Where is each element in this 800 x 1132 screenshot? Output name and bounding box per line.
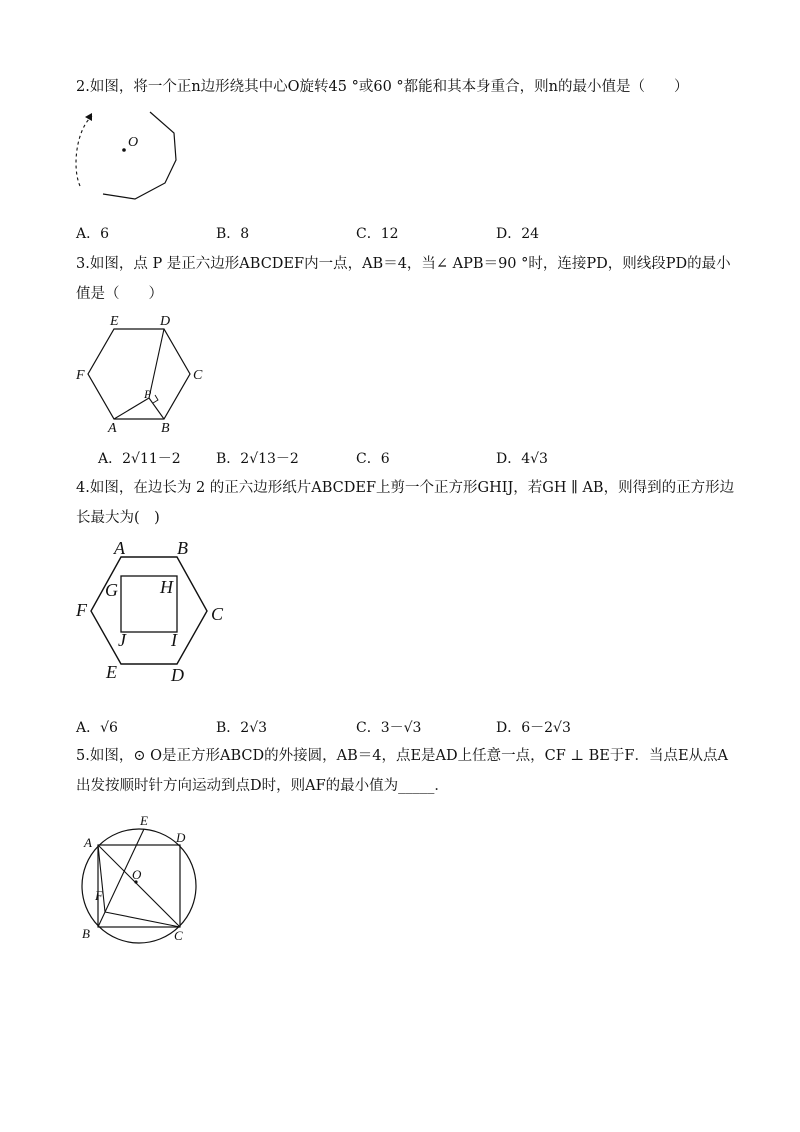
q2-figure bbox=[72, 108, 192, 203]
q3-label-E: E bbox=[110, 314, 119, 329]
q2-option-c: C．12 bbox=[356, 226, 399, 242]
q4-label-A: A bbox=[114, 538, 125, 558]
q5-figure bbox=[74, 812, 219, 947]
q4-stem-line1: 4.如图，在边长为 2 的正六边形纸片ABCDEF上剪一个正方形GHIJ，若GH ∥ AB，则得到的正方形边 bbox=[76, 480, 735, 496]
q3-option-a: A．2√11－2 bbox=[98, 451, 181, 467]
q4-option-d: D．6－2√3 bbox=[496, 720, 571, 736]
q3-label-B: B bbox=[161, 421, 170, 436]
q5-label-A: A bbox=[84, 835, 92, 850]
q5-label-D: D bbox=[176, 830, 186, 845]
q3-segment-ap bbox=[114, 398, 149, 419]
q4-option-a: A．√6 bbox=[76, 720, 118, 736]
q2-option-a: A．6 bbox=[76, 226, 110, 242]
q2-rotation-arc bbox=[76, 116, 92, 186]
q2-option-d: D．24 bbox=[496, 226, 540, 242]
q2-stem: 2.如图，将一个正n边形绕其中心O旋转45 °或60 °都能和其本身重合，则n的最小值是（ ） bbox=[76, 79, 689, 95]
q5-label-O: O bbox=[132, 867, 142, 882]
q4-hexagon bbox=[91, 557, 207, 664]
q4-option-b: B．2√3 bbox=[216, 720, 268, 736]
q3-stem-line1: 3.如图，点 P 是正六边形ABCDEF内一点，AB＝4，当∠ APB＝90 °时，连接PD，则线段PD的最小 bbox=[76, 256, 731, 272]
q4-option-c: C．3－√3 bbox=[356, 720, 422, 736]
q4-label-F: F bbox=[76, 600, 87, 620]
q3-label-A: A bbox=[108, 421, 117, 436]
q4-label-G: G bbox=[105, 580, 118, 600]
q5-segment-ac bbox=[98, 845, 180, 927]
q5-label-E: E bbox=[140, 813, 148, 828]
q3-label-D: D bbox=[160, 314, 171, 329]
q3-right-angle-mark bbox=[153, 395, 158, 403]
q4-label-B: B bbox=[177, 538, 188, 558]
q5-label-C: C bbox=[174, 928, 183, 943]
q4-label-C: C bbox=[211, 604, 224, 624]
q3-option-b: B．2√13－2 bbox=[216, 451, 299, 467]
q4-stem-line2: 长最大为( ) bbox=[76, 510, 160, 526]
q3-figure bbox=[74, 312, 214, 437]
q5-label-F: F bbox=[95, 888, 103, 903]
q3-label-F: F bbox=[76, 368, 85, 383]
q4-label-H: H bbox=[160, 577, 173, 597]
q2-arrow-icon bbox=[85, 113, 92, 121]
q2-label-O: O bbox=[128, 135, 139, 150]
q2-polygon-partial bbox=[103, 112, 176, 199]
q3-hexagon bbox=[88, 329, 190, 419]
q5-segment-cf bbox=[105, 912, 180, 927]
q4-label-D: D bbox=[171, 665, 184, 685]
q3-option-c: C．6 bbox=[356, 451, 390, 467]
q3-stem-line2: 值是（ ） bbox=[76, 286, 163, 302]
q4-label-J: J bbox=[118, 630, 126, 650]
q5-stem-line2: 出发按顺时针方向运动到点D时，则AF的最小值为_____． bbox=[76, 778, 449, 794]
q5-label-B: B bbox=[82, 926, 90, 941]
q4-label-I: I bbox=[171, 630, 177, 650]
q2-center-dot bbox=[122, 148, 126, 152]
q3-label-P: P bbox=[144, 387, 152, 401]
q2-option-b: B．8 bbox=[216, 226, 250, 242]
q3-label-C: C bbox=[193, 368, 203, 383]
q3-option-d: D．4√3 bbox=[496, 451, 548, 467]
q4-label-E: E bbox=[106, 662, 117, 682]
q5-stem-line1: 5.如图，⊙ O是正方形ABCD的外接圆，AB＝4，点E是AD上任意一点，CF ⊥ BE于F．当点E从点A bbox=[76, 748, 728, 764]
q4-figure bbox=[74, 538, 234, 688]
